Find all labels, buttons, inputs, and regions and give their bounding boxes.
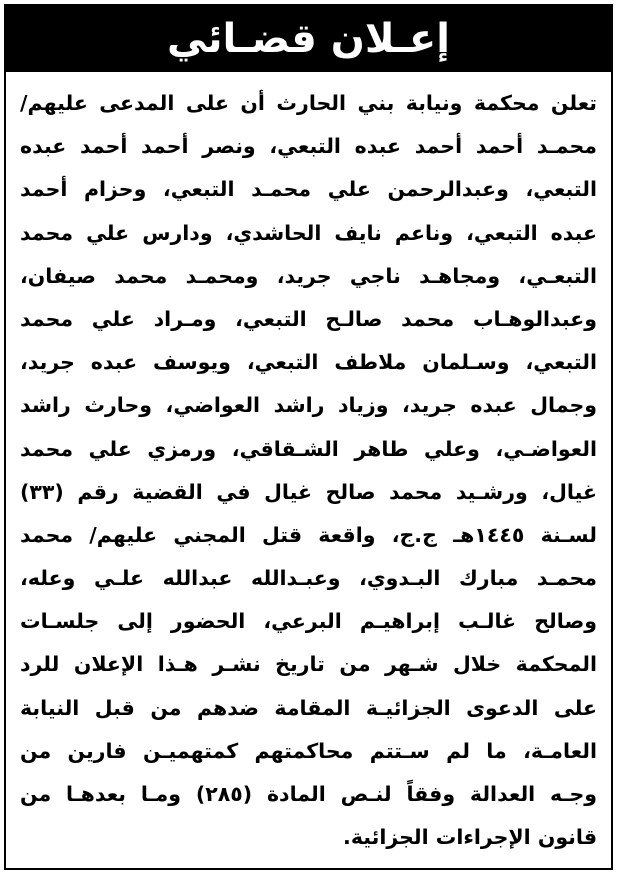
- notice-line: غيال، ورشـيد محمد صالح غيال في القضية رقم (٣٣): [20, 479, 597, 504]
- court-notice: [4, 4, 613, 870]
- notice-line: وصالح غالـب إبراهيـم البرعي، الحضور إلى جلسـات: [20, 609, 597, 634]
- notice-line: وجـه العدالة وفقاً لنـص المادة (٢٨٥) ومـا بعدهـا من: [20, 782, 597, 806]
- notice-line: التبعـي، ومجاهـد ناجي جريد، ومحمـد محمد صيفان،: [20, 263, 597, 288]
- notice-line: محمـد أحمد أحمد عبده التبعي، ونصر أحمد أحمد عبده: [20, 134, 597, 159]
- notice-line: قانون الإجراءات الجزائية.: [343, 825, 597, 850]
- notice-line: المحكمة خلال شـهر من تاريخ نشـر هـذا الإعلان للرد: [20, 652, 597, 677]
- notice-body: [20, 82, 597, 859]
- notice-line: العامـة، ما لم سـتتم محاكمتهم كمتهميـن فارين من: [20, 738, 597, 763]
- notice-title: إعـلان قضـائي: [167, 16, 450, 62]
- notice-header: [6, 6, 611, 72]
- notice-line: العواضـي، وعلي طاهر الشـقاقي، ورمزي علي محمد: [20, 436, 597, 461]
- notice-line: محمـد مبارك البـدوي، وعبـدالله عبدالله علـي وعله،: [20, 566, 597, 591]
- notice-line: وجمال عبده جريد، وزياد راشد العواضي، وحارث راشد: [20, 393, 597, 418]
- notice-line: تعلن محكمة ونيابة بني الحارث أن على المدعى عليهم/: [20, 91, 597, 115]
- notice-line: لسـنة ١٤٤٥هـ ج.ج، واقعة قتل المجني عليهم/ محمد: [20, 522, 597, 547]
- notice-line: وعبدالوهـاب محمد صالـح التبعي، ومـراد علي محمد: [20, 306, 597, 331]
- notice-line: التبعي، وعبدالرحمن علي محمـد التبعي، وحزام أحمد: [20, 177, 597, 202]
- notice-line: على الدعوى الجزائيـة المقامة ضدهم من قبل النيابة: [20, 695, 597, 720]
- notice-line: عبده التبعي، وناعم نايف الحاشدي، ودارس علي محمد: [20, 220, 597, 245]
- notice-line: التبعي، وسـلمان ملاطف التبعي، ويوسف عبده جريد،: [20, 350, 597, 375]
